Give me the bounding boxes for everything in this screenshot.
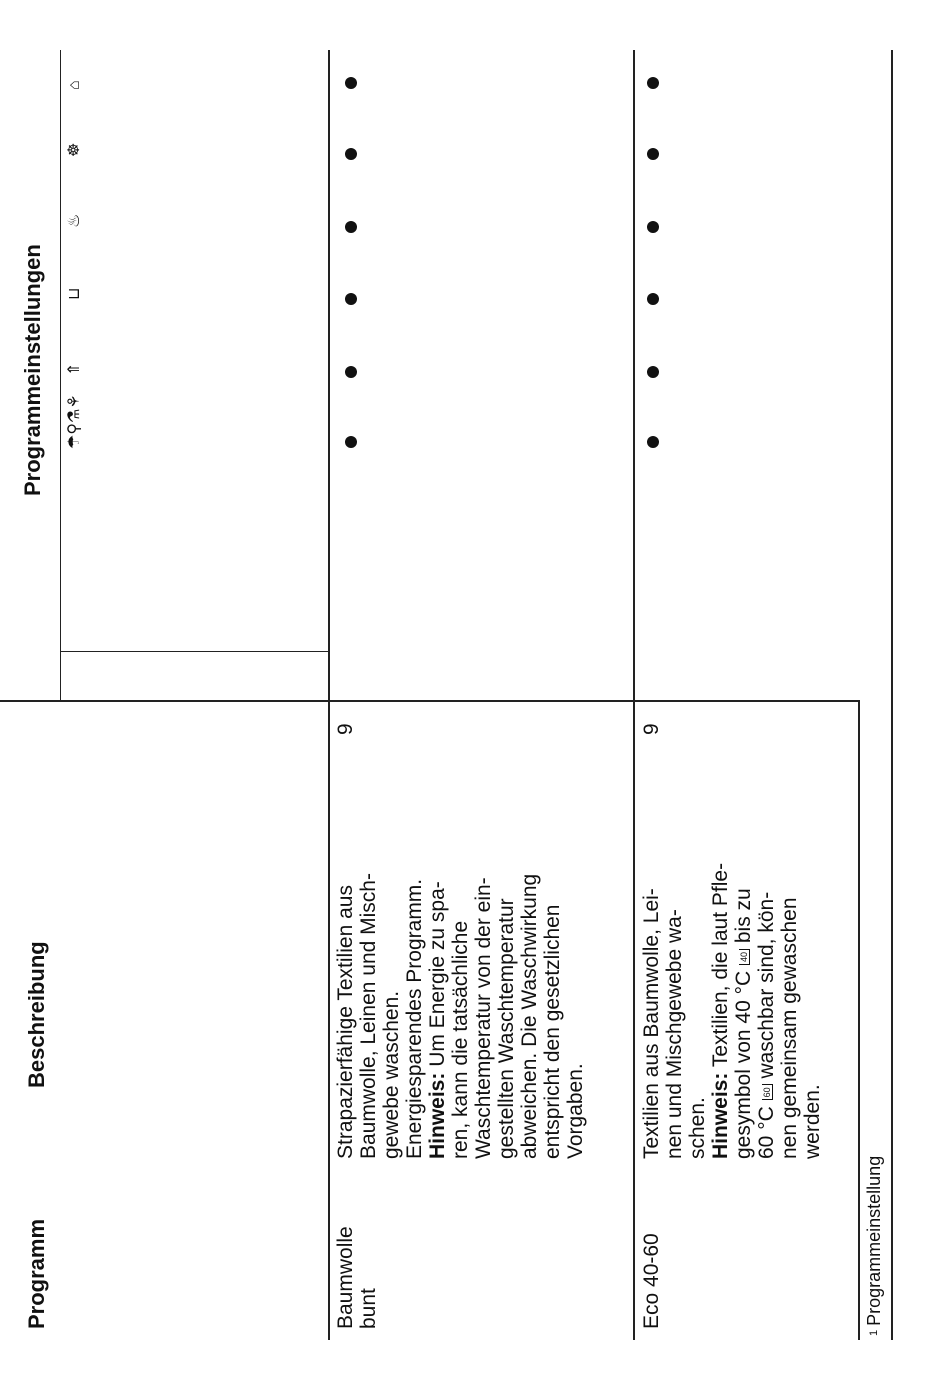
row1-hinweis-text: Um Energie zu spa- — [426, 881, 449, 1073]
row-rule-1 — [633, 50, 635, 1340]
row2-text: waschbar sind, kön- — [755, 891, 778, 1085]
row2-dot — [647, 221, 659, 233]
row2-hinweis-text: Textilien, die laut Pfle- — [709, 862, 732, 1073]
row2-desc-line: schen. — [686, 1097, 709, 1159]
row1-desc-line: Energiesparendes Programm. — [403, 878, 426, 1159]
row1-desc-line: Vorgaben. — [564, 1063, 587, 1159]
row1-dot — [345, 148, 357, 160]
row1-desc-line: ren, kann die tatsächliche — [449, 920, 472, 1159]
row1-desc-line: abweichen. Die Waschwirkung — [518, 873, 541, 1159]
care-40-icon: 40 — [739, 949, 750, 965]
row2-desc-line: nen gemeinsam gewaschen — [778, 897, 801, 1159]
row1-desc-line: gestellten Waschtemperatur — [495, 898, 518, 1159]
header-beschreibung: Beschreibung — [24, 941, 49, 1088]
settings-subheader-left — [60, 651, 330, 652]
row1-desc-line: Baumwolle, Leinen und Misch- — [357, 873, 380, 1159]
row1-dot — [345, 221, 357, 233]
footnote-mark: 1 — [868, 1329, 880, 1336]
row1-desc-line: Waschtemperatur von der ein- — [472, 877, 495, 1159]
row2-dot — [647, 293, 659, 305]
row2-desc-line: nen und Mischgewebe wa- — [663, 909, 686, 1159]
iron-icon: ⌂ — [66, 80, 83, 90]
row1-number: 9 — [334, 723, 357, 735]
row2-programm-line1: Eco 40-60 — [640, 1233, 663, 1329]
row2-dot — [647, 436, 659, 448]
row2-description — [640, 863, 824, 1159]
row1-hinweis-label: Hinweis: — [426, 1072, 449, 1159]
row1-programm-line2: bunt — [357, 1288, 380, 1329]
row2-care-line-60 — [755, 863, 778, 1159]
row1-description — [334, 873, 587, 1159]
row2-text: 60 °C — [755, 1100, 778, 1159]
row2-dot — [647, 366, 659, 378]
row1-dot — [345, 77, 357, 89]
footnote-text: Programmeinstellung — [864, 1155, 884, 1326]
row2-number: 9 — [640, 723, 663, 735]
row1-desc-line: entspricht den gesetzlichen — [541, 904, 564, 1159]
header-rule — [328, 50, 330, 1340]
gentle-icon: ☸ — [66, 142, 83, 157]
row2-desc-line: Textilien aus Baumwolle, Lei- — [640, 888, 663, 1159]
row2-programm — [640, 1233, 663, 1329]
row1-desc-line: gewebe waschen. — [380, 990, 403, 1159]
row1-programm-line1: Baumwolle — [334, 1226, 357, 1329]
row1-dot — [345, 293, 357, 305]
table-bottom-rule — [858, 700, 860, 1340]
row2-hinweis-line — [709, 863, 732, 1159]
row1-dot — [345, 366, 357, 378]
row1-dot — [345, 436, 357, 448]
wash-tub-icon: ⊔ — [66, 287, 83, 300]
footnote — [864, 1156, 884, 1336]
settings-column-rule — [0, 700, 860, 702]
header-programm: Programm — [24, 1218, 49, 1329]
dryness-levels-icon: ☂⚲⚗⚘ — [66, 394, 83, 449]
delicate-icon: ⇑ — [66, 362, 83, 376]
row2-dot — [647, 77, 659, 89]
row1-desc-line: Strapazierfähige Textilien aus — [334, 885, 357, 1159]
row2-hinweis-label: Hinweis: — [709, 1072, 732, 1159]
temperature-icon: ♨ — [66, 213, 83, 228]
row1-hinweis-line — [426, 873, 449, 1159]
row2-desc-line: werden. — [801, 1084, 824, 1159]
row1-programm — [334, 1226, 380, 1329]
care-60-icon: 60 — [762, 1084, 773, 1100]
row2-care-line-40 — [732, 863, 755, 1159]
settings-subheader-rule — [60, 50, 61, 700]
row2-dot — [647, 148, 659, 160]
row2-text: gesymbol von 40 °C — [732, 965, 755, 1159]
row2-text: bis zu — [732, 888, 755, 949]
header-programmeinstellungen: Programmeinstellungen — [20, 244, 45, 496]
footnote-rule — [891, 50, 893, 1340]
